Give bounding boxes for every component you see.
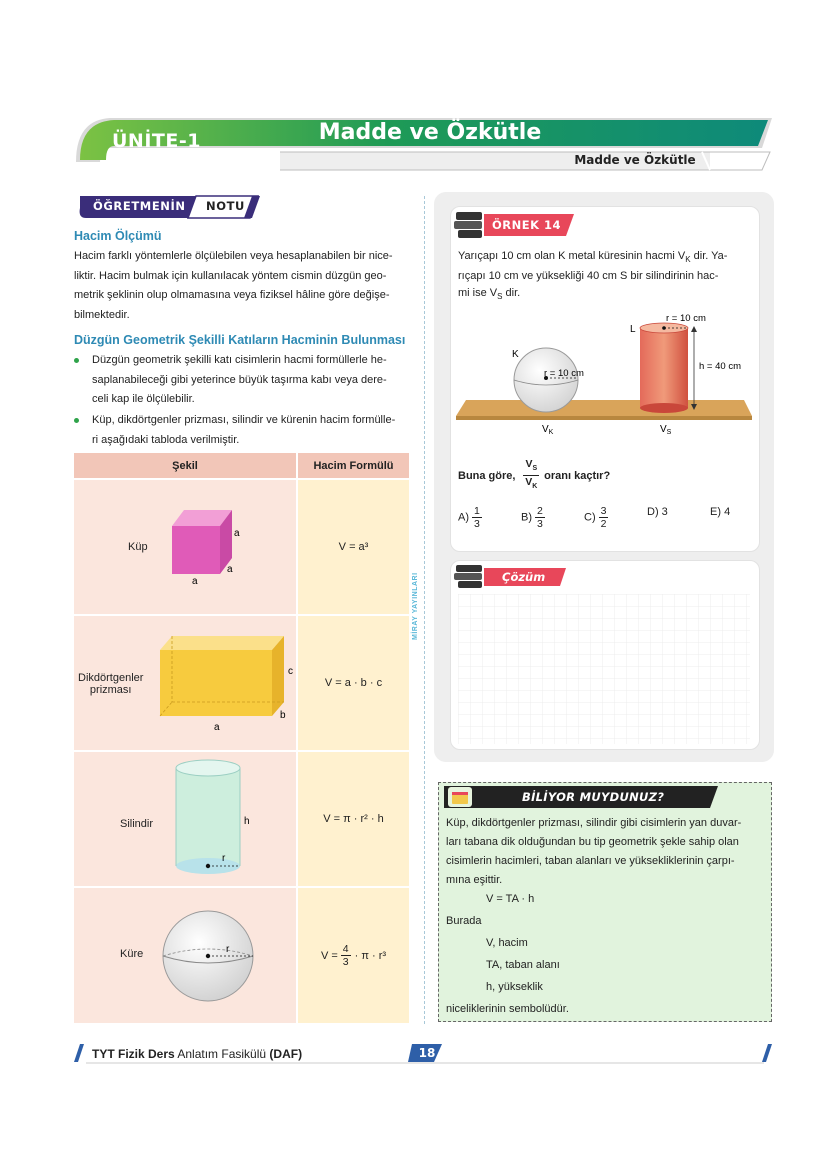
option-fraction	[535, 505, 545, 530]
vk-label-main: V	[542, 424, 549, 435]
sphere-figure	[160, 910, 256, 1006]
cylinder-label: h	[244, 816, 250, 827]
section-title-volume-measure: Hacim Ölçümü	[74, 229, 162, 243]
subscript: S	[497, 292, 503, 302]
question-line	[458, 458, 610, 493]
text-line: bilmektedir.	[74, 308, 130, 321]
option-fraction	[599, 505, 609, 530]
option-letter: D)	[647, 506, 659, 518]
table-header-formula: Hacim Formülü	[298, 453, 409, 478]
text-part: dir.	[502, 287, 521, 300]
example-number: 14	[544, 218, 562, 232]
text-line: Küp, dikdörtgenler prizması, silindir ve kürenin hacim formülle-	[92, 414, 396, 426]
option-value: 3	[661, 506, 668, 518]
footer-bold: TYT Fizik Ders	[92, 1047, 175, 1061]
page-title: Madde ve Özkütle	[318, 120, 542, 145]
page-number: 18	[418, 1046, 436, 1060]
shape-name-sphere: Küre	[120, 948, 144, 960]
option-letter: C)	[584, 511, 596, 524]
cylinder-radius-label: r = 10 cm	[666, 313, 706, 324]
option-letter: A)	[458, 511, 469, 524]
bullet-item	[92, 351, 410, 410]
subscript: K	[685, 255, 691, 265]
prism-figure	[156, 630, 296, 734]
text-line	[458, 285, 748, 305]
option-d[interactable]	[647, 506, 668, 518]
text-line: cisimlerin hacimleri, taban alanları ve yüksekliklerinin çarpı-	[446, 855, 735, 867]
option-value: 4	[724, 506, 731, 518]
closing-text: niceliklerinin sembolüdür.	[446, 1003, 569, 1015]
question-suffix: oranı kaçtır?	[544, 469, 611, 482]
page-subtitle: Madde ve Özkütle	[574, 153, 696, 167]
text-line: liktir. Hacim bulmak için kullanılacak yöntem cismin düzgün geo-	[74, 269, 387, 282]
example-figure	[452, 310, 752, 440]
text-line: Dikdörtgenler	[78, 672, 144, 684]
fraction-denominator: 2	[600, 518, 607, 530]
text-line: prizması	[89, 684, 132, 696]
formula-text: V =	[320, 949, 338, 962]
l-label: L	[630, 324, 636, 335]
text-line: ri aşağıdaki tabloda verilmiştir.	[92, 433, 240, 446]
vs-label-sub: S	[666, 429, 672, 436]
fraction-denominator: 3	[342, 956, 349, 968]
k-label: K	[512, 349, 519, 360]
table-header-shape: Şekil	[74, 453, 296, 478]
cube-label: a	[192, 576, 198, 587]
question-prefix: Buna göre,	[458, 469, 516, 482]
formula-text: · π · r³	[354, 949, 387, 962]
volume-formula: V = TA · h	[486, 893, 535, 905]
formula-prism	[298, 616, 409, 750]
vs-label-main: V	[660, 424, 667, 435]
text-line: saplanabileceği gibi yeterince büyük taşırma kabı veya dere-	[92, 373, 387, 386]
solution-grid[interactable]	[458, 594, 750, 744]
footer-tail: (DAF)	[269, 1047, 303, 1061]
text-line: celi kap ile ölçülebilir.	[92, 393, 195, 405]
cylinder-height-label: h = 40 cm	[699, 361, 741, 372]
vk-label-sub: K	[548, 429, 554, 436]
option-fraction	[472, 505, 482, 530]
cylinder-figure	[170, 758, 260, 882]
shape-name-cube: Küp	[128, 541, 148, 553]
text-line: rıçapı 10 cm ve yüksekliği 40 cm S bir silindirinin hac-	[458, 270, 719, 283]
teacher-note-label: ÖĞRETMENİN	[93, 199, 186, 213]
ratio-den-sub: K	[532, 483, 538, 491]
did-you-know-title: BİLİYOR MUYDUNUZ?	[522, 790, 665, 804]
text-line: Küp, dikdörtgenler prizması, silindir gibi cisimlerin yan duvar-	[446, 817, 742, 829]
fraction-numerator: 4	[342, 943, 349, 955]
bullet-icon	[74, 418, 79, 423]
option-c[interactable]	[584, 505, 608, 530]
did-you-know-text	[446, 814, 764, 890]
books-icon	[458, 208, 482, 236]
example-label-text: ÖRNEK	[492, 218, 540, 232]
fraction-numerator: 1	[474, 505, 480, 517]
formula-text: V = a³	[338, 541, 369, 553]
formula-cylinder	[298, 752, 409, 886]
definition-item: h, yükseklik	[486, 981, 543, 993]
cube-figure	[164, 500, 254, 592]
text-line	[458, 248, 748, 268]
cylinder-label: r	[222, 853, 226, 864]
definition-item: TA, taban alanı	[486, 959, 560, 971]
fraction-denominator: 3	[537, 518, 543, 530]
cube-label: a	[227, 564, 233, 575]
ratio-num-main: V	[525, 458, 533, 470]
formula-text: V = a · b · c	[324, 677, 383, 689]
vk-label	[542, 424, 554, 436]
prism-label: b	[280, 710, 286, 721]
ratio-num-sub: S	[532, 465, 538, 473]
text-part: Yarıçapı 10 cm olan K metal küresinin hacmi V	[458, 250, 686, 262]
prism-label: a	[214, 722, 220, 733]
shape-name-prism	[78, 672, 143, 696]
example-label	[492, 218, 561, 232]
definition-item: V, hacim	[486, 937, 528, 949]
prism-label: c	[288, 666, 293, 677]
formula-fraction	[341, 943, 351, 968]
ratio-numerator	[523, 458, 539, 476]
text-part: dir. Ya-	[690, 250, 728, 262]
footer-title	[92, 1047, 302, 1061]
fraction-numerator: 3	[600, 505, 607, 517]
bullet-icon	[74, 358, 79, 363]
ratio-den-main: V	[525, 476, 533, 489]
section-title-regular-solids: Düzgün Geometrik Şekilli Katıların Hacminin Bulunması	[74, 333, 406, 347]
formula-sphere	[298, 888, 409, 1023]
cube-label: a	[234, 528, 240, 539]
teacher-note-label-2: NOTU	[206, 199, 245, 213]
text-line: Hacim farklı yöntemlerle ölçülebilen veya hesaplanabilen bir nice-	[74, 250, 393, 262]
fraction-denominator: 3	[474, 518, 480, 530]
solution-label: Çözüm	[502, 570, 546, 584]
vs-label	[660, 424, 672, 436]
bullet-item	[92, 411, 410, 450]
example-question	[458, 248, 748, 305]
option-e[interactable]	[710, 506, 730, 518]
formula-cube	[298, 480, 409, 614]
intro-paragraph	[74, 247, 410, 325]
column-divider	[424, 196, 425, 1024]
sphere-label: r	[226, 944, 230, 955]
option-letter: E)	[710, 506, 721, 518]
ratio-denominator	[525, 476, 537, 493]
fraction-numerator: 2	[537, 505, 543, 517]
text-part: mi ise V	[458, 287, 498, 300]
text-line: ları tabana dik olduğundan bu tip geometrik şekle sahip olan	[446, 836, 739, 848]
text-line: Düzgün geometrik şekilli katı cisimlerin hacmi formüllerle he-	[92, 354, 387, 366]
footer-normal: Anlatım Fasikülü	[174, 1047, 270, 1061]
option-b[interactable]	[521, 505, 545, 530]
shape-name-cylinder: Silindir	[120, 818, 154, 830]
option-a[interactable]	[458, 505, 482, 530]
unit-label: ÜNİTE-1	[112, 130, 201, 152]
sphere-radius-label: r = 10 cm	[544, 368, 584, 379]
text-line: metrik şeklinin olup olmamasına veya fiziksel hâline göre değişe-	[74, 289, 390, 301]
option-letter: B)	[521, 511, 532, 524]
burada-label: Burada	[446, 915, 482, 927]
ratio-fraction	[523, 458, 539, 493]
text-line: mına eşittir.	[446, 874, 503, 886]
publisher-watermark: MİRAY YAYINLARI	[412, 572, 419, 640]
formula-text: V = π · r² · h	[323, 813, 384, 825]
